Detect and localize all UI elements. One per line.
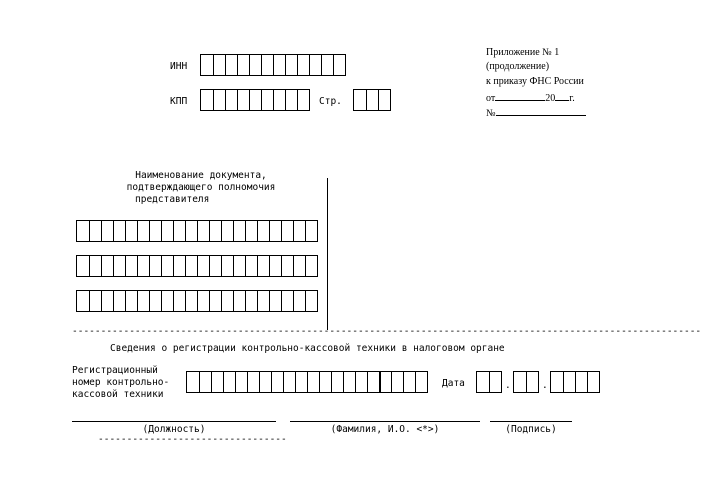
signature-caption: (Подпись) (505, 424, 557, 435)
character-cell[interactable] (514, 372, 526, 392)
character-cell[interactable] (201, 90, 213, 110)
character-cell[interactable] (149, 256, 161, 276)
character-cell[interactable] (249, 55, 261, 75)
character-cell[interactable] (285, 55, 297, 75)
character-cell[interactable] (367, 372, 379, 392)
character-cell[interactable] (209, 256, 221, 276)
inn-cells[interactable] (200, 54, 346, 76)
character-cell[interactable] (333, 55, 345, 75)
character-cell[interactable] (233, 221, 245, 241)
character-cell[interactable] (101, 221, 113, 241)
character-cell[interactable] (575, 372, 587, 392)
character-cell[interactable] (489, 372, 501, 392)
character-cell[interactable] (235, 372, 247, 392)
appendix-line-2: (продолжение) (486, 61, 550, 72)
character-cell[interactable] (211, 372, 223, 392)
kpp-cells[interactable] (200, 89, 310, 111)
character-cell[interactable] (403, 372, 415, 392)
character-cell[interactable] (563, 372, 575, 392)
appendix-line-3: к приказу ФНС России (486, 76, 584, 87)
character-cell[interactable] (257, 256, 269, 276)
character-cell[interactable] (269, 221, 281, 241)
character-cell[interactable] (77, 256, 89, 276)
character-cell[interactable] (355, 372, 367, 392)
date-label: Дата (442, 378, 465, 389)
character-cell[interactable] (281, 291, 293, 311)
doc-name-row-2[interactable] (76, 255, 318, 277)
page-number-cells[interactable] (353, 89, 391, 111)
name-line[interactable] (290, 421, 480, 422)
kpp-label: КПП (170, 96, 188, 107)
character-cell[interactable] (125, 256, 137, 276)
character-cell[interactable] (77, 221, 89, 241)
character-cell[interactable] (249, 90, 261, 110)
character-cell[interactable] (185, 221, 197, 241)
date-month-cells[interactable] (513, 371, 539, 393)
character-cell[interactable] (295, 372, 307, 392)
appendix-line-5: № (486, 106, 586, 119)
character-cell[interactable] (247, 372, 259, 392)
character-cell[interactable] (125, 221, 137, 241)
character-cell[interactable] (77, 291, 89, 311)
character-cell[interactable] (199, 372, 211, 392)
character-cell[interactable] (245, 256, 257, 276)
character-cell[interactable] (221, 221, 233, 241)
character-cell[interactable] (245, 221, 257, 241)
character-cell[interactable] (319, 372, 331, 392)
character-cell[interactable] (283, 372, 295, 392)
character-cell[interactable] (271, 372, 283, 392)
character-cell[interactable] (209, 221, 221, 241)
character-cell[interactable] (379, 372, 391, 392)
character-cell[interactable] (89, 291, 101, 311)
page-label: Стр. (319, 96, 342, 107)
character-cell[interactable] (173, 221, 185, 241)
character-cell[interactable] (378, 90, 390, 110)
character-cell[interactable] (273, 90, 285, 110)
date-year-cells[interactable] (550, 371, 600, 393)
doc-title-line-1: Наименование документа, (135, 170, 267, 181)
doc-name-row-1[interactable] (76, 220, 318, 242)
character-cell[interactable] (305, 291, 317, 311)
character-cell[interactable] (477, 372, 489, 392)
character-cell[interactable] (297, 55, 309, 75)
character-cell[interactable] (197, 256, 209, 276)
character-cell[interactable] (261, 55, 273, 75)
character-cell[interactable] (281, 256, 293, 276)
character-cell[interactable] (149, 291, 161, 311)
character-cell[interactable] (149, 221, 161, 241)
signature-line[interactable] (490, 421, 572, 422)
character-cell[interactable] (343, 372, 355, 392)
position-caption: (Должность) (142, 424, 206, 435)
character-cell[interactable] (125, 291, 137, 311)
character-cell[interactable] (173, 256, 185, 276)
character-cell[interactable] (185, 256, 197, 276)
character-cell[interactable] (185, 291, 197, 311)
character-cell[interactable] (293, 291, 305, 311)
bottom-dashed-line: --------------------------------- (98, 434, 287, 445)
character-cell[interactable] (269, 291, 281, 311)
character-cell[interactable] (391, 372, 403, 392)
date-separator-2: . (542, 380, 548, 391)
character-cell[interactable] (221, 256, 233, 276)
reg-number-label-3: кассовой техники (72, 389, 164, 400)
character-cell[interactable] (305, 221, 317, 241)
doc-name-row-3[interactable] (76, 290, 318, 312)
registration-section-title: Сведения о регистрации контрольно-кассовой техники в налоговом органе (110, 343, 505, 354)
doc-title-line-3: представителя (135, 194, 210, 205)
character-cell[interactable] (233, 291, 245, 311)
character-cell[interactable] (173, 291, 185, 311)
character-cell[interactable] (551, 372, 563, 392)
character-cell[interactable] (257, 291, 269, 311)
character-cell[interactable] (161, 291, 173, 311)
character-cell[interactable] (101, 291, 113, 311)
character-cell[interactable] (213, 55, 225, 75)
character-cell[interactable] (245, 291, 257, 311)
reg-number-label-1: Регистрационный (72, 365, 158, 376)
character-cell[interactable] (187, 372, 199, 392)
character-cell[interactable] (237, 55, 249, 75)
character-cell[interactable] (281, 221, 293, 241)
character-cell[interactable] (587, 372, 599, 392)
appendix-date-blank (495, 91, 545, 101)
character-cell[interactable] (113, 291, 125, 311)
character-cell[interactable] (161, 221, 173, 241)
character-cell[interactable] (366, 90, 378, 110)
character-cell[interactable] (89, 256, 101, 276)
character-cell[interactable] (331, 372, 343, 392)
character-cell[interactable] (197, 221, 209, 241)
dashed-separator: -------------------------------------------------------------------------------------------------------------- (72, 326, 701, 337)
character-cell[interactable] (137, 221, 149, 241)
character-cell[interactable] (89, 221, 101, 241)
appendix-line-4: от 20 г. (486, 93, 575, 104)
character-cell[interactable] (161, 256, 173, 276)
appendix-number-blank (496, 106, 586, 116)
character-cell[interactable] (137, 256, 149, 276)
character-cell[interactable] (259, 372, 271, 392)
character-cell[interactable] (261, 90, 273, 110)
character-cell[interactable] (113, 256, 125, 276)
vertical-divider (327, 178, 328, 330)
character-cell[interactable] (225, 90, 237, 110)
character-cell[interactable] (305, 256, 317, 276)
character-cell[interactable] (237, 90, 249, 110)
name-caption: (Фамилия, И.О. <*>) (330, 424, 440, 435)
date-day-cells[interactable] (476, 371, 502, 393)
character-cell[interactable] (297, 90, 309, 110)
character-cell[interactable] (113, 221, 125, 241)
character-cell[interactable] (213, 90, 225, 110)
character-cell[interactable] (197, 291, 209, 311)
reg-number-cells[interactable] (186, 371, 428, 393)
character-cell[interactable] (273, 55, 285, 75)
character-cell[interactable] (221, 291, 233, 311)
character-cell[interactable] (321, 55, 333, 75)
doc-title-line-2: подтверждающего полномочия (126, 182, 276, 193)
character-cell[interactable] (354, 90, 366, 110)
reg-number-label-2: номер контрольно- (72, 377, 170, 388)
character-cell[interactable] (307, 372, 319, 392)
character-cell[interactable] (309, 55, 321, 75)
character-cell[interactable] (225, 55, 237, 75)
appendix-line-1: Приложение № 1 (486, 47, 560, 58)
character-cell[interactable] (415, 372, 427, 392)
position-line[interactable] (72, 421, 276, 422)
character-cell[interactable] (526, 372, 538, 392)
appendix-year-blank (555, 91, 569, 101)
character-cell[interactable] (223, 372, 235, 392)
character-cell[interactable] (201, 55, 213, 75)
character-cell[interactable] (257, 221, 269, 241)
character-cell[interactable] (269, 256, 281, 276)
character-cell[interactable] (209, 291, 221, 311)
character-cell[interactable] (233, 256, 245, 276)
date-separator-1: . (505, 380, 511, 391)
inn-label: ИНН (170, 61, 188, 72)
character-cell[interactable] (293, 256, 305, 276)
character-cell[interactable] (137, 291, 149, 311)
character-cell[interactable] (285, 90, 297, 110)
character-cell[interactable] (101, 256, 113, 276)
character-cell[interactable] (293, 221, 305, 241)
